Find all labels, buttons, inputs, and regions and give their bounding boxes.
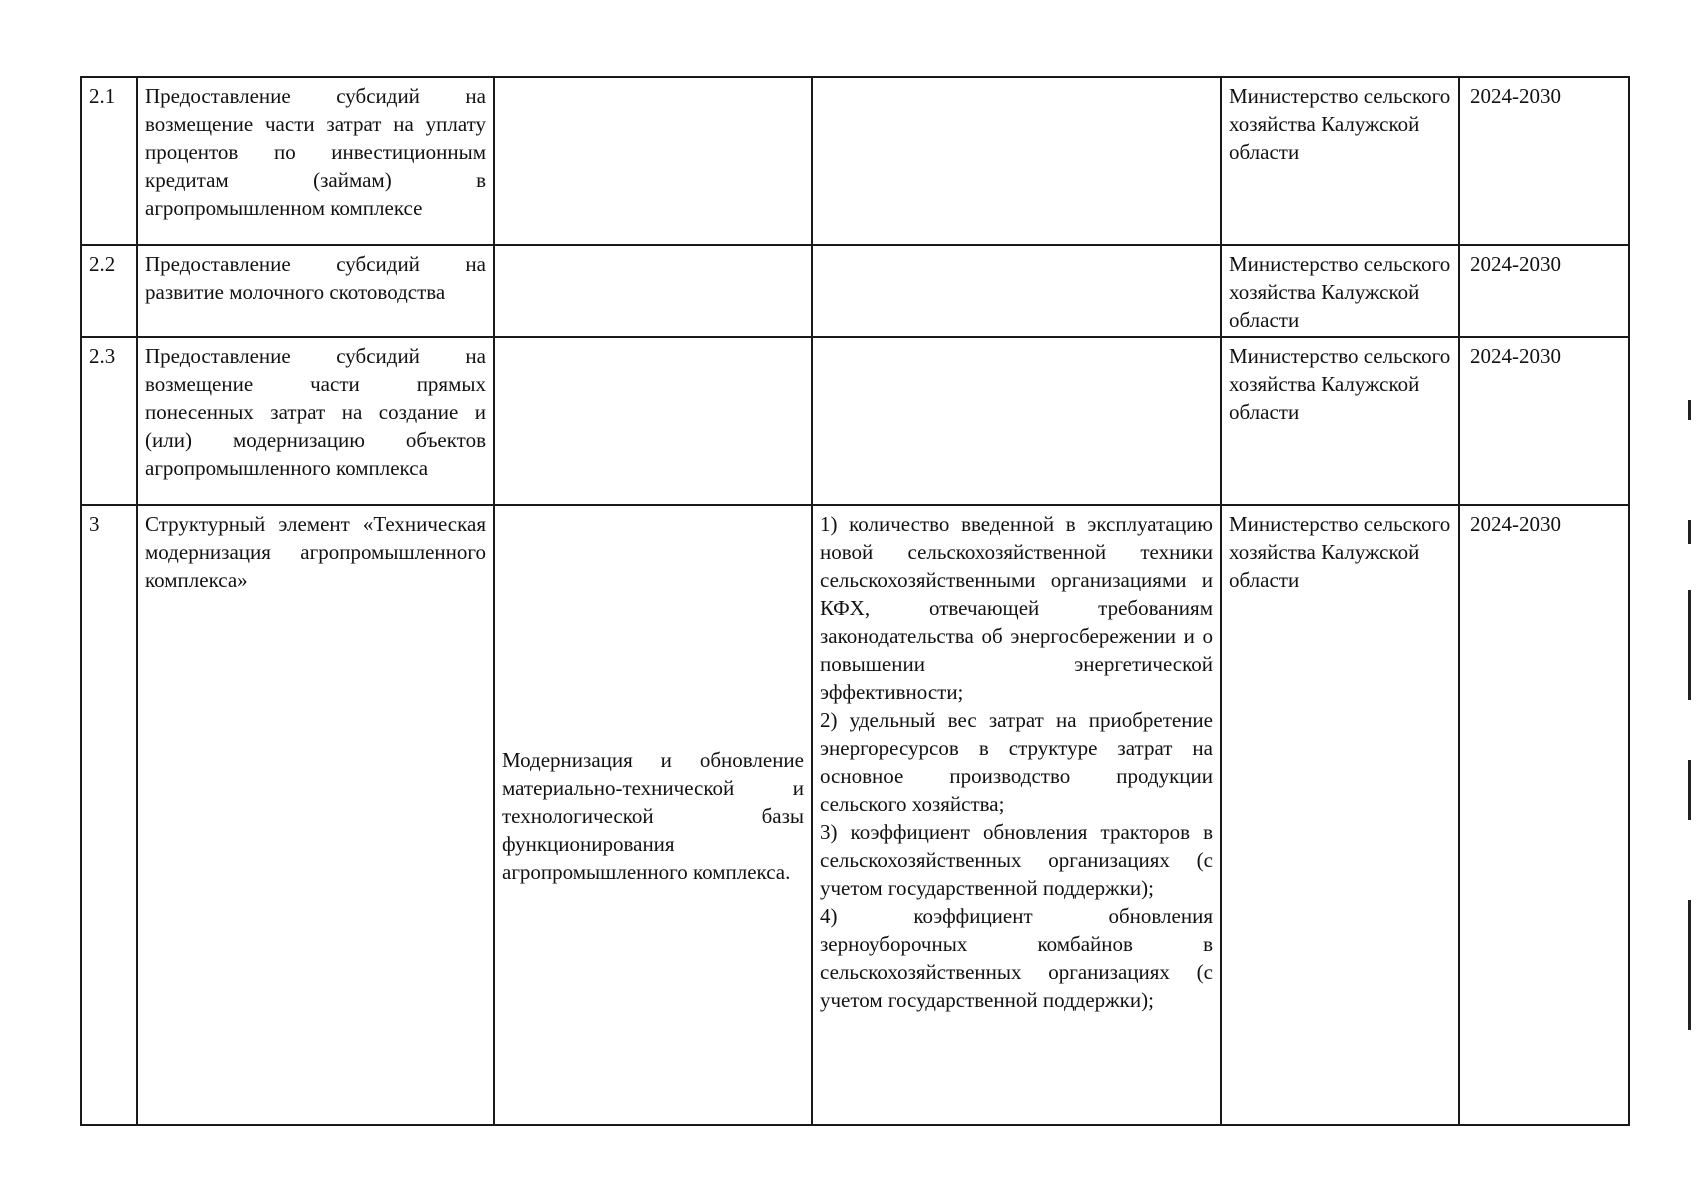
table-row	[81, 245, 1629, 337]
row-responsible: Министерство сельского хозяйства Калужской области	[1221, 245, 1459, 337]
row-indicators	[812, 245, 1221, 337]
scan-mark	[1688, 520, 1691, 544]
row-number: 3	[81, 505, 137, 1125]
row-title: Структурный элемент «Техническая модернизация агропромышленного комплекса»	[137, 505, 494, 1125]
table-row	[81, 337, 1629, 505]
row-number: 2.1	[81, 77, 137, 245]
row-period: 2024-2030	[1459, 245, 1629, 337]
row-indicators	[812, 77, 1221, 245]
row-indicators	[812, 505, 1221, 1125]
table-row	[81, 77, 1629, 245]
row-goal	[494, 245, 812, 337]
indicator-item: 2) удельный вес затрат на приобретение энергоресурсов в структуре затрат на основное производство продукции сельского хозяйства;	[820, 708, 1213, 816]
scan-mark	[1688, 400, 1691, 420]
row-goal	[494, 337, 812, 505]
scan-mark	[1688, 760, 1691, 820]
table-body	[81, 77, 1629, 1125]
row-goal	[494, 77, 812, 245]
indicator-item: 4) коэффициент обновления зерноуборочных комбайнов в сельскохозяйственных организациях (с учетом государственной поддержки);	[820, 904, 1213, 1012]
scan-mark	[1688, 900, 1691, 1030]
row-responsible: Министерство сельского хозяйства Калужской области	[1221, 77, 1459, 245]
indicator-item: 3) коэффициент обновления тракторов в сельскохозяйственных организациях (с учетом государственной поддержки);	[820, 820, 1213, 900]
table-row	[81, 505, 1629, 1125]
measures-table	[80, 76, 1630, 1126]
indicator-item: 1) количество введенной в эксплуатацию новой сельскохозяйственной техники сельскохозяйственными организациями и КФХ, отвечающей требованиям законодательства об энергосбережении и о повышении энергетической эффективности;	[820, 512, 1213, 704]
row-indicators	[812, 337, 1221, 505]
row-period: 2024-2030	[1459, 77, 1629, 245]
row-responsible: Министерство сельского хозяйства Калужской области	[1221, 505, 1459, 1125]
row-title: Предоставление субсидий на развитие молочного скотоводства	[137, 245, 494, 337]
row-responsible: Министерство сельского хозяйства Калужской области	[1221, 337, 1459, 505]
row-goal: Модернизация и обновление материально-технической и технологической базы функционирования агропромышленного комплекса.	[494, 505, 812, 1125]
scan-mark	[1688, 590, 1691, 700]
row-title: Предоставление субсидий на возмещение части затрат на уплату процентов по инвестиционным кредитам (займам) в агропромышленном комплексе	[137, 77, 494, 245]
row-period: 2024-2030	[1459, 337, 1629, 505]
row-period: 2024-2030	[1459, 505, 1629, 1125]
row-title: Предоставление субсидий на возмещение части прямых понесенных затрат на создание и (или) модернизацию объектов агропромышленного комплекса	[137, 337, 494, 505]
row-number: 2.3	[81, 337, 137, 505]
row-number: 2.2	[81, 245, 137, 337]
